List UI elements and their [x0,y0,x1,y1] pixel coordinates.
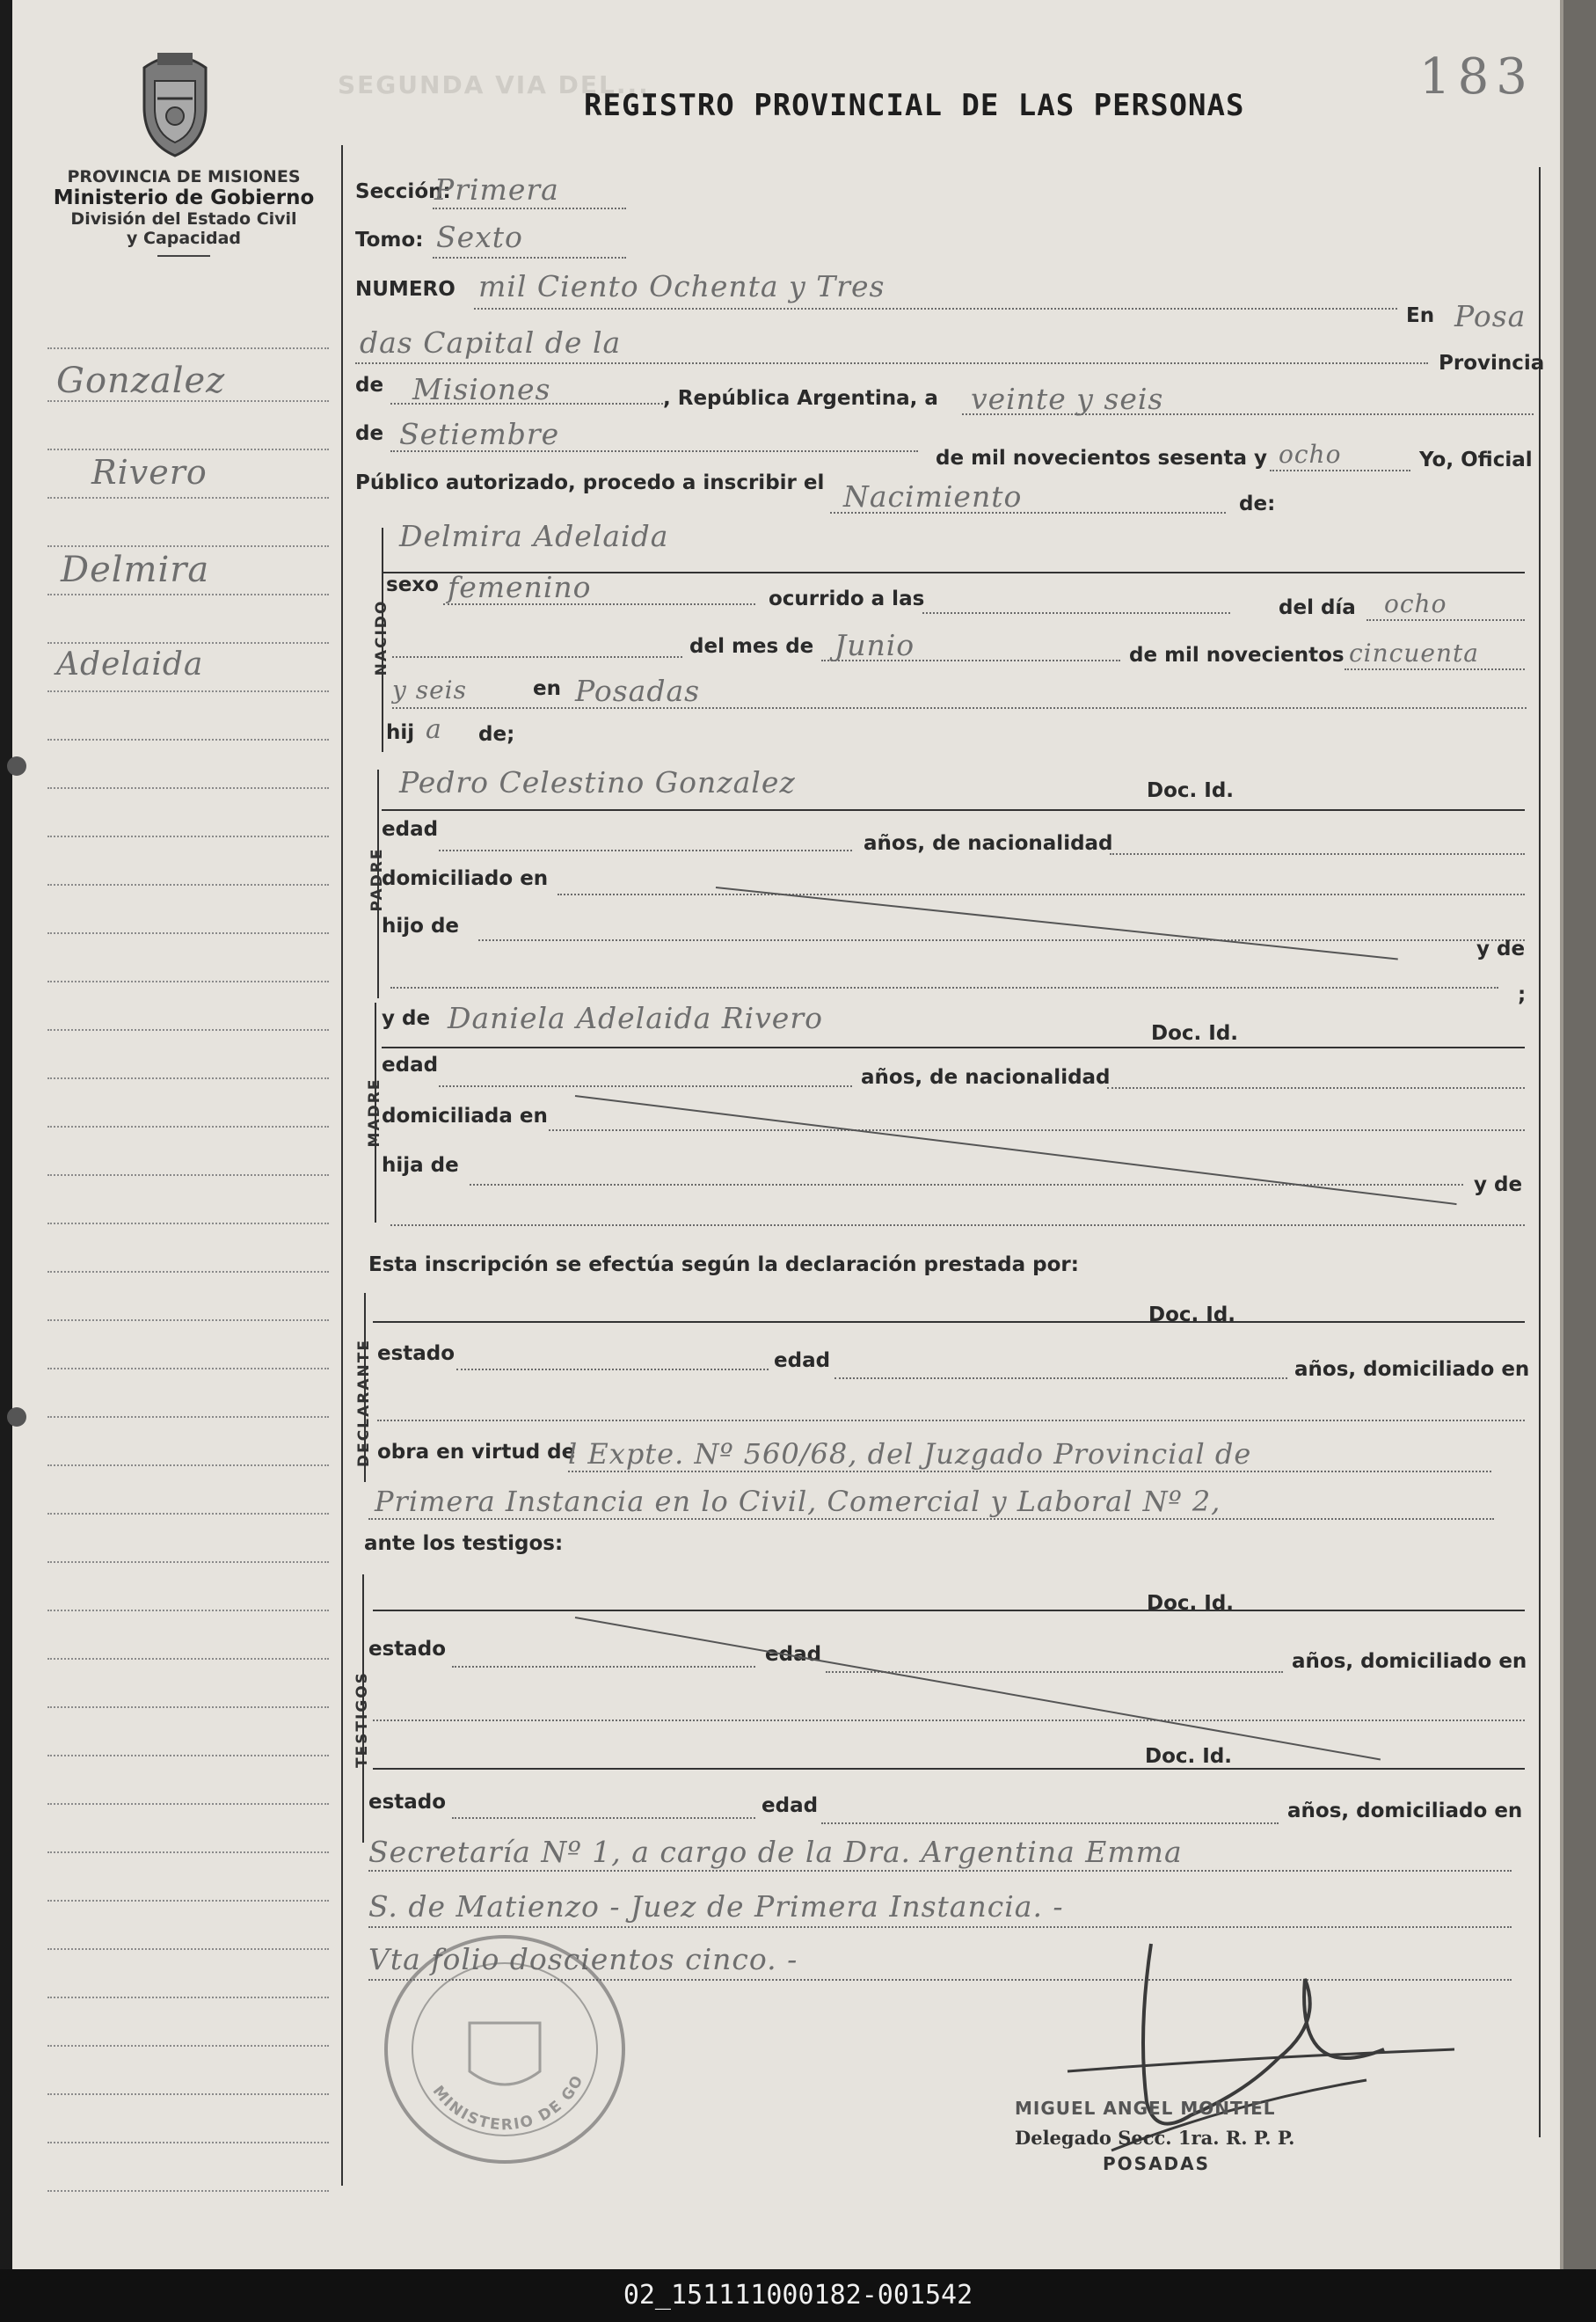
de-value: Misiones [412,372,551,406]
sexo-label: sexo [386,573,439,596]
obra-value-1: l Expte. Nº 560/68, del Juzgado Provincial de [568,1437,1252,1471]
de-label: de [355,374,384,397]
anio-value: ocho [1279,440,1342,469]
yo-label: Yo, Oficial [1419,449,1533,471]
madre-domicilio-label: domiciliada en [382,1105,548,1128]
document-page [12,0,1563,2269]
declarante-label: DECLARANTE [355,1339,373,1467]
testigo1-edad-label: edad [765,1643,822,1666]
margin-surname-2: Rivero [91,453,208,492]
tomo-label: Tomo: [355,229,424,252]
province-name: PROVINCIA DE MISIONES [67,167,301,186]
en-value-2: das Capital de la [360,325,622,360]
signature-scribble [1015,1926,1472,2155]
numero-value: mil Ciento Ochenta y Tres [478,269,885,303]
obra-value-2: Primera Instancia en lo Civil, Comercial y Laboral Nº 2, [375,1485,1221,1518]
testigos-label: TESTIGOS [353,1670,371,1769]
division-name: División del Estado Civil [70,209,297,229]
official-stamp [373,1917,637,2181]
padre-doc-label: Doc. Id. [1147,779,1235,802]
declaracion-intro: Esta inscripción se efectúa según la declaración prestada por: [368,1253,1079,1276]
madre-strike-line [575,1095,1457,1205]
signatory-name: MIGUEL ANGEL MONTIEL [1015,2098,1276,2119]
en-label: En [1406,304,1435,327]
testigo1-doc-label: Doc. Id. [1147,1592,1235,1615]
page-title: REGISTRO PROVINCIAL DE LAS PERSONAS [584,88,1245,123]
a-value: veinte y seis [971,382,1164,416]
seccion-label: Sección: [355,180,451,203]
margin-surname-1: Gonzalez [56,361,226,401]
nota-line-2: S. de Matienzo - Juez de Primera Instancia. - [368,1889,1064,1924]
nota-line-1: Secretaría Nº 1, a cargo de la Dra. Argentina Emma [368,1835,1183,1869]
madre-yde-label: y de [382,1007,431,1030]
declarante-estado-label: estado [377,1342,455,1365]
declarante-edad-label: edad [774,1349,831,1372]
madre-name: Daniela Adelaida Rivero [448,1001,823,1035]
testigo2-edad-label: edad [762,1794,819,1817]
testigo2-estado-label: estado [368,1791,447,1814]
dia-value: ocho [1384,589,1447,618]
testigos-strike-line [575,1617,1381,1760]
punch-hole [7,1407,26,1427]
obra-label: obra en virtud de [377,1441,576,1464]
signatory-title: Delegado Secc. 1ra. R. P. P. [1015,2127,1295,2149]
padre-name: Pedro Celestino Gonzalez [399,765,796,800]
padre-edad-label: edad [382,818,439,841]
margin-given-name-2: Adelaida [56,646,204,683]
testigo1-estado-label: estado [368,1638,447,1661]
provincia-label: Provincia [1439,352,1545,375]
faded-heading: SEGUNDA VIA DEL... [338,70,650,99]
padre-strike-line [716,887,1398,960]
padre-label: PADRE [368,847,386,912]
testigo2-doc-label: Doc. Id. [1145,1745,1233,1768]
madre-label: MADRE [366,1077,383,1148]
signatory-city: POSADAS [1103,2153,1211,2174]
coat-of-arms-icon [127,46,223,160]
ocurrido-label: ocurrido a las [769,588,925,610]
padre-semicolon: ; [1518,983,1527,1006]
lugar-value: Posadas [575,674,701,708]
nacido-mes-value: Junio [834,628,915,662]
sexo-value: femenino [448,570,592,604]
nacido-en-label: en [533,677,561,700]
madre-edad-label: edad [382,1054,439,1077]
ministry-name: Ministerio de Gobierno [53,186,315,209]
punch-hole [7,756,26,776]
madre-anos-label: años, de nacionalidad [861,1066,1111,1089]
document-id-footer: 02_151111000182-001542 [0,2269,1596,2322]
republica-label: , República Argentina, a [663,387,938,410]
margin-given-name-1: Delmira [61,550,210,590]
declarante-doc-label: Doc. Id. [1148,1303,1236,1326]
del-dia-label: del día [1279,596,1356,619]
stamp-text: MINISTERIO DE GO [428,2071,588,2135]
seccion-value: Primera [434,172,559,207]
page-number: 183 [1419,48,1534,106]
tomo-value: Sexto [436,220,523,254]
margin-divider [341,145,343,2186]
madre-yde2-label: y de [1474,1173,1523,1196]
padre-domicilio-label: domiciliado en [382,867,549,890]
nacido-anio-2: y seis [392,675,467,705]
hij-de-label: de; [478,723,515,746]
nota-line-3: Vta folio doscientos cinco. - [368,1942,798,1976]
hij-label: hij [386,721,415,744]
acto-value: Nacimiento [843,479,1023,514]
nacido-mil-label: de mil novecientos [1129,644,1345,667]
madre-doc-label: Doc. Id. [1151,1022,1239,1045]
nacido-anio-1: cincuenta [1349,639,1479,668]
hij-value: a [426,714,442,745]
ministry-block [39,167,329,257]
svg-text:MINISTERIO DE GOBIERNO [373,1917,587,2134]
division-subname: y Capacidad [127,229,241,248]
padre-anos-label: años, de nacionalidad [864,832,1113,855]
publico-label: Público autorizado, procedo a inscribir el [355,471,825,494]
padre-yde-label: y de [1476,938,1526,960]
madre-hija-label: hija de [382,1154,459,1177]
right-border [1539,167,1541,2137]
nacido-label: NACIDO [373,599,390,676]
book-edge [1563,0,1596,2269]
testigo1-anos-label: años, domiciliado en [1292,1650,1527,1673]
mes-label: del mes de [689,635,814,658]
numero-label: NUMERO [355,278,455,301]
de2-label: de [355,422,384,445]
nacido-name: Delmira Adelaida [399,519,669,553]
mil-label: de mil novecientos sesenta y [936,447,1268,470]
en-value-1: Posa [1454,299,1527,333]
de-colon: de: [1239,493,1276,515]
testigos-intro: ante los testigos: [364,1532,564,1555]
declarante-anos-label: años, domiciliado en [1294,1358,1530,1381]
mes-value: Setiembre [399,417,560,451]
testigo2-anos-label: años, domiciliado en [1287,1800,1523,1822]
padre-hijo-label: hijo de [382,915,460,938]
